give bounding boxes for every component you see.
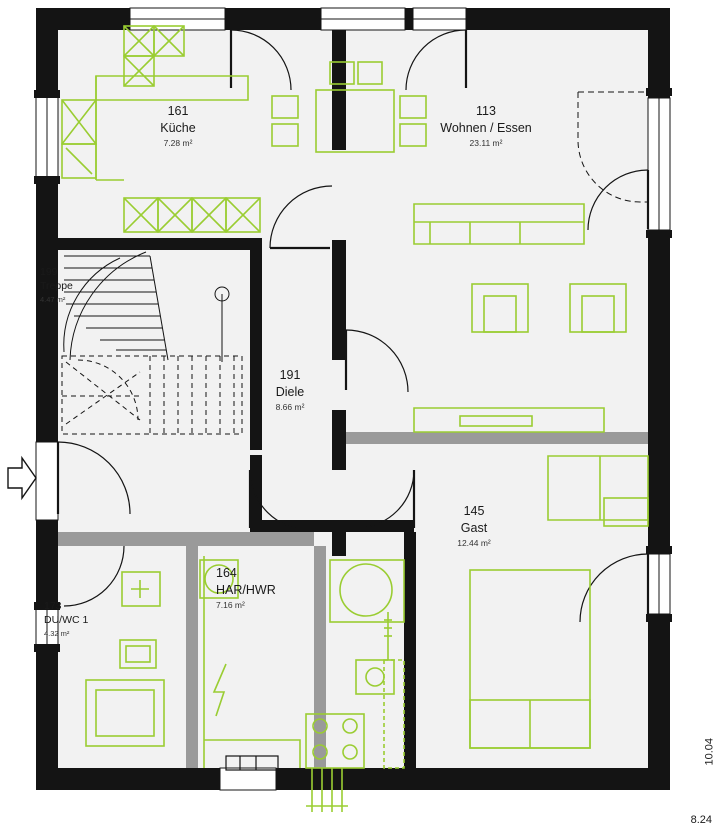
room-name: Diele [275, 384, 305, 399]
room-name: Gast [460, 520, 488, 535]
room-area: 7.16 m² [216, 600, 245, 611]
room-area: 4.32 m² [44, 629, 70, 639]
room-name: Küche [160, 120, 196, 135]
room-name: HAR/HWR [216, 582, 276, 597]
room-number: 164 [216, 566, 237, 580]
interior-fill [36, 8, 670, 790]
room-name: Wohnen / Essen [440, 120, 532, 135]
room-area: 4.47 m² [40, 295, 66, 305]
room-number: 145 [463, 504, 485, 518]
room-number: 191 [279, 368, 301, 382]
room-area: 7.28 m² [163, 138, 193, 149]
room-number: 161 [167, 104, 189, 118]
room-name: DU/WC 1 [44, 614, 89, 627]
room-area: 8.66 m² [275, 402, 305, 413]
entrance-arrow [8, 458, 36, 498]
room-area: 12.44 m² [457, 538, 491, 549]
dimension-right: 10.04 [704, 738, 716, 766]
room-area: 23.11 m² [469, 138, 503, 149]
room-number: 173 [44, 600, 62, 612]
room-name: Treppe [40, 280, 73, 293]
room-number: 199 [40, 266, 58, 278]
room-number: 113 [476, 104, 496, 118]
dimension-bottom: 8.24 [690, 814, 712, 826]
